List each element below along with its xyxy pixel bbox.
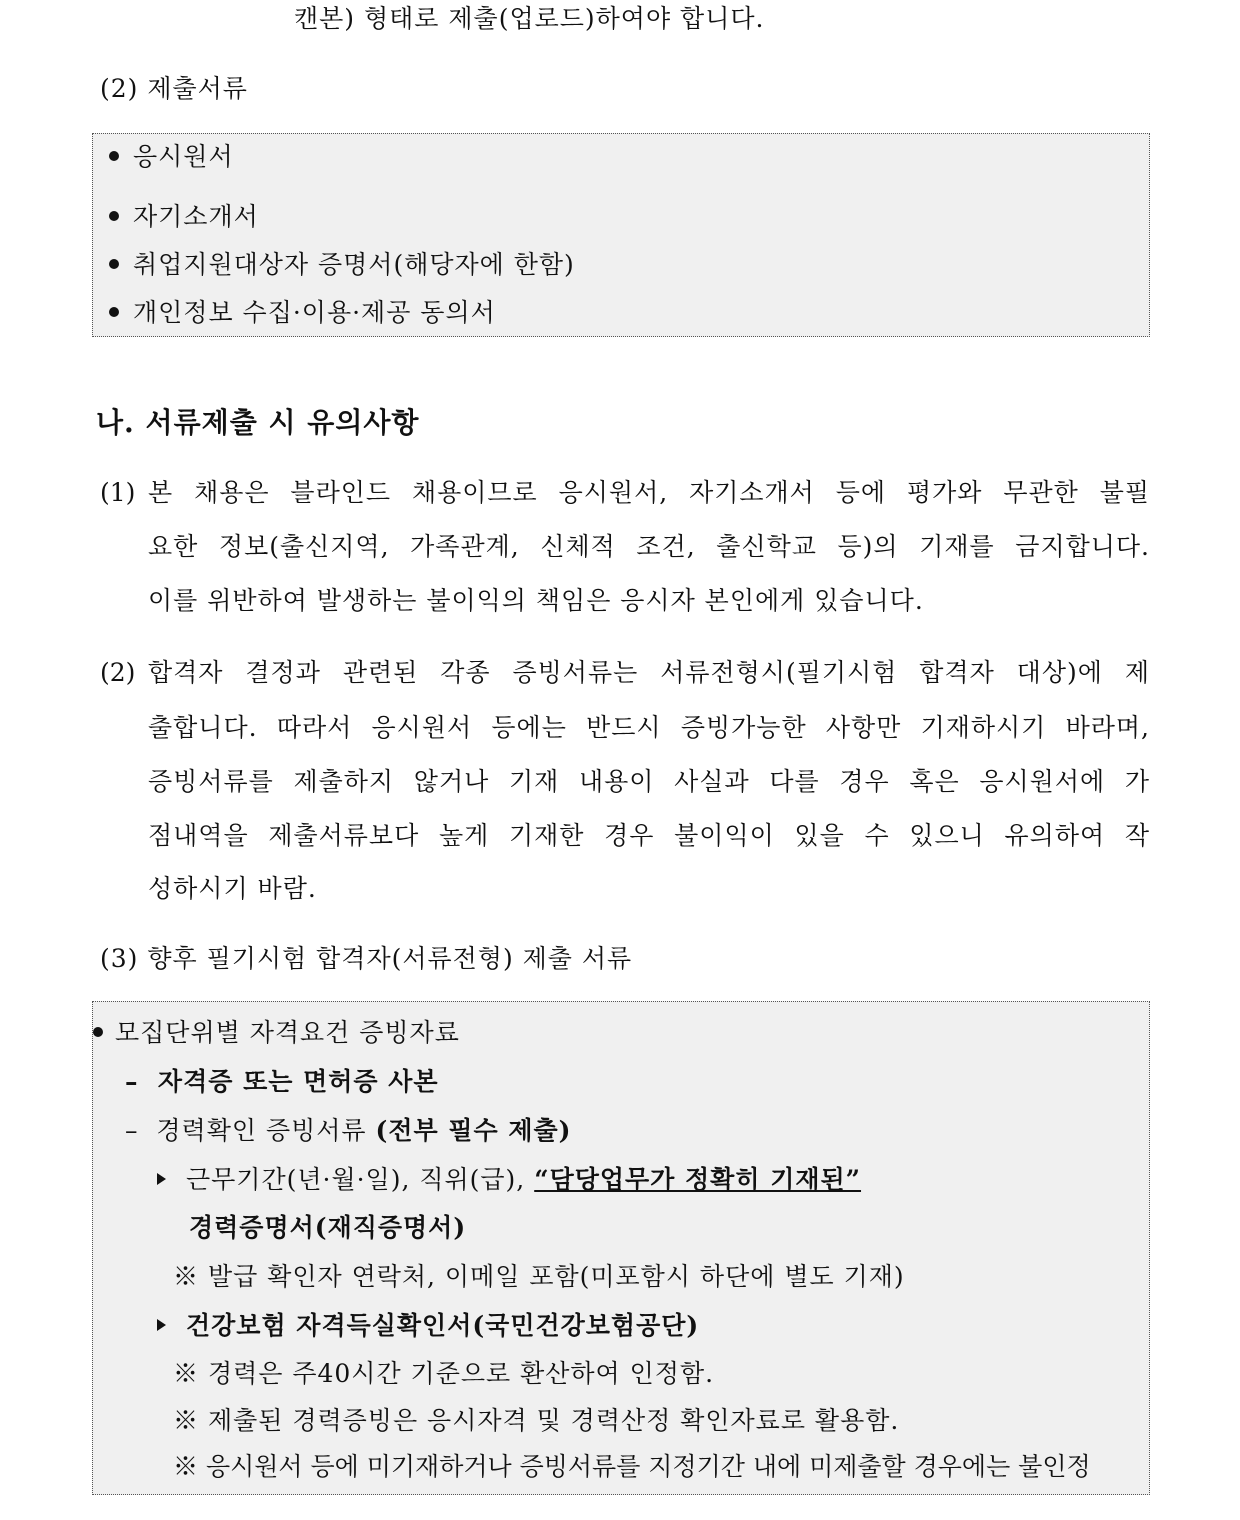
dash-item: – 자격증 또는 면허증 사본 bbox=[125, 1067, 439, 1096]
paragraph-line: 출합니다. 따라서 응시원서 등에는 반드시 증빙가능한 사항만 기재하시기 바라며, bbox=[148, 713, 1150, 742]
paragraph-line: 점내역을 제출서류보다 높게 기재한 경우 불이익이 있을 수 있으니 유의하여 작 bbox=[148, 821, 1150, 850]
paragraph-number: (1) bbox=[100, 478, 136, 507]
note-item: ※ 경력은 주40시간 기준으로 환산하여 인정함. bbox=[173, 1359, 715, 1388]
bullet-icon bbox=[109, 307, 119, 317]
bullet-icon bbox=[109, 259, 119, 269]
submission-item: 응시원서 bbox=[109, 140, 234, 174]
note-item: ※ 제출된 경력증빙은 응시자격 및 경력산정 확인자료로 활용함. bbox=[173, 1406, 900, 1435]
paragraph-line: 합격자 결정과 관련된 각종 증빙서류는 서류전형시(필기시험 합격자 대상)에 제 bbox=[148, 658, 1150, 687]
note-item: ※ 응시원서 등에 미기재하거나 증빙서류를 지정기간 내에 미제출할 경우에는 불인정 bbox=[173, 1452, 1091, 1481]
paragraph-label: (3) 향후 필기시험 합격자(서류전형) 제출 서류 bbox=[100, 944, 633, 973]
section-heading: 나. 서류제출 시 유의사항 bbox=[96, 406, 420, 439]
paragraph-line: 성하시기 바람. bbox=[148, 874, 317, 903]
submission-label: (2) 제출서류 bbox=[100, 74, 248, 103]
arrow-item: 근무기간(년·월·일), 직위(급), “담당업무가 정확히 기재된” bbox=[157, 1163, 861, 1197]
documents-box bbox=[92, 1001, 1150, 1495]
note-item: ※ 발급 확인자 연락처, 이메일 포함(미포함시 하단에 별도 기재) bbox=[173, 1262, 905, 1291]
intro-text: 캔본) 형태로 제출(업로드)하여야 합니다. bbox=[294, 4, 765, 33]
dash-item: – 경력확인 증빙서류 (전부 필수 제출) bbox=[125, 1116, 572, 1145]
paragraph-line: 본 채용은 블라인드 채용이므로 응시원서, 자기소개서 등에 평가와 무관한 불필 bbox=[148, 478, 1150, 507]
arrow-item: 건강보험 자격득실확인서(국민건강보험공단) bbox=[157, 1309, 699, 1343]
paragraph-line: 증빙서류를 제출하지 않거나 기재 내용이 사실과 다를 경우 혹은 응시원서에 가 bbox=[148, 767, 1150, 796]
bullet-icon bbox=[109, 211, 119, 221]
submission-item: 개인정보 수집·이용·제공 동의서 bbox=[109, 296, 496, 330]
submission-box bbox=[92, 133, 1150, 337]
triangle-right-icon bbox=[157, 1173, 166, 1185]
arrow-item-continuation: 경력증명서(재직증명서) bbox=[189, 1213, 467, 1242]
dash-icon: – bbox=[125, 1116, 139, 1145]
submission-item: 자기소개서 bbox=[109, 200, 259, 234]
paragraph-line: 이를 위반하여 발생하는 불이익의 책임은 응시자 본인에게 있습니다. bbox=[148, 586, 924, 615]
paragraph-line: 요한 정보(출신지역, 가족관계, 신체적 조건, 출신학교 등)의 기재를 금지합니다. bbox=[148, 532, 1150, 561]
submission-item: 취업지원대상자 증명서(해당자에 한함) bbox=[109, 248, 575, 282]
dash-icon: – bbox=[125, 1067, 139, 1096]
documents-bullet: 모집단위별 자격요건 증빙자료 bbox=[93, 1016, 460, 1050]
bullet-icon bbox=[93, 1027, 103, 1037]
triangle-right-icon bbox=[157, 1319, 166, 1331]
bullet-icon bbox=[109, 151, 119, 161]
paragraph-number: (2) bbox=[100, 658, 136, 687]
